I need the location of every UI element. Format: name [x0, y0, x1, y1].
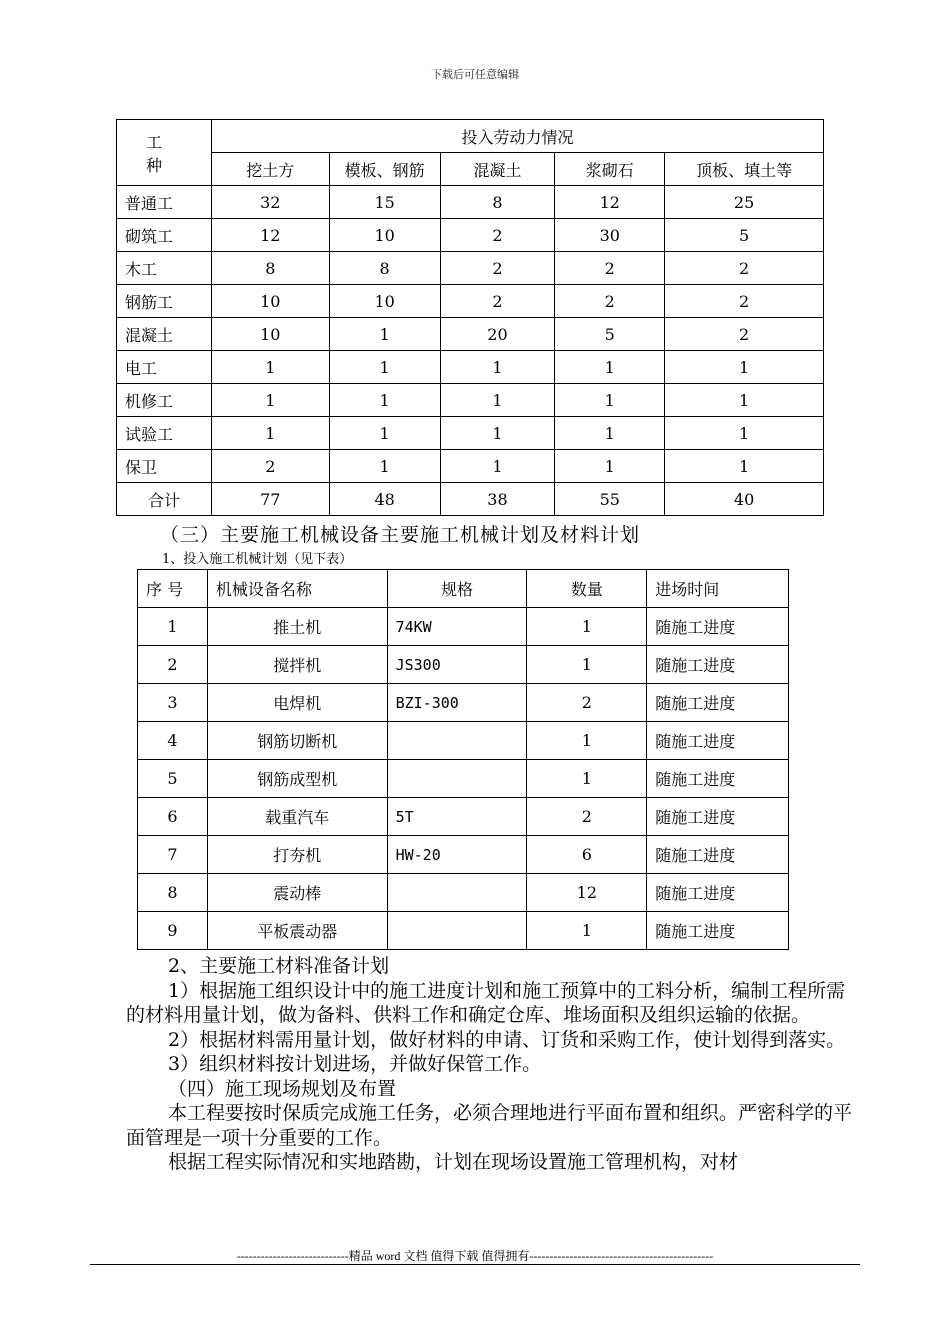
body-text: [126, 954, 860, 1175]
paragraph: 2）根据材料需用量计划，做好材料的申请、订货和采购工作，使计划得到落实。: [168, 1028, 846, 1051]
machine-cell: [387, 912, 527, 950]
labor-col-header: 模板、钢筋: [329, 153, 440, 186]
machine-cell: 随施工进度: [647, 684, 789, 722]
labor-row-label: 混凝土: [117, 318, 212, 351]
labor-cell: 77: [211, 483, 329, 516]
labor-cell: 30: [555, 219, 665, 252]
machine-row: [138, 912, 789, 950]
machine-cell: 1: [527, 760, 647, 798]
labor-row-label: 木工: [117, 252, 212, 285]
labor-cell: 1: [211, 384, 329, 417]
labor-col-header: 混凝土: [440, 153, 555, 186]
machine-cell: 搅拌机: [207, 646, 387, 684]
labor-group-header: 投入劳动力情况: [211, 120, 823, 153]
labor-col-header: 挖土方: [211, 153, 329, 186]
labor-cell: 8: [440, 186, 555, 219]
labor-row: [117, 351, 824, 384]
sub-heading: 1、投入施工机械计划（见下表）: [162, 552, 353, 567]
machine-cell: 2: [527, 798, 647, 836]
labor-cell: 2: [440, 252, 555, 285]
labor-cell: 2: [555, 285, 665, 318]
labor-cell: 1: [665, 450, 824, 483]
labor-table: [116, 119, 824, 516]
labor-row-label: 普通工: [117, 186, 212, 219]
machine-cell: 随施工进度: [647, 760, 789, 798]
labor-cell: 20: [440, 318, 555, 351]
machine-col-header: 序 号: [138, 570, 208, 608]
labor-cell: 5: [555, 318, 665, 351]
paragraph: 本工程要按时保质完成施工任务，必须合理地进行平面布置和组织。严密科学的平面管理是一项十分重要的工作。: [126, 1102, 853, 1149]
machine-cell: [387, 760, 527, 798]
labor-cell: 10: [211, 318, 329, 351]
machine-cell: 4: [138, 722, 208, 760]
machine-cell: 6: [527, 836, 647, 874]
labor-row-label: 机修工: [117, 384, 212, 417]
footer-divider: [90, 1264, 860, 1265]
machine-cell: 钢筋切断机: [207, 722, 387, 760]
labor-row-label: 合计: [117, 483, 212, 516]
labor-corner-label: 工 种: [117, 120, 212, 186]
labor-cell: 1: [329, 450, 440, 483]
machine-cell: BZI-300: [387, 684, 527, 722]
paragraph: 1）根据施工组织设计中的施工进度计划和施工预算中的工料分析，编制工程所需的材料用量计划，做为备料、供料工作和确定仓库、堆场面积及组织运输的依据。: [126, 979, 846, 1026]
labor-cell: 1: [440, 450, 555, 483]
labor-row-label: 试验工: [117, 417, 212, 450]
labor-col-header: 顶板、填土等: [665, 153, 824, 186]
labor-row: [117, 186, 824, 219]
labor-cell: 1: [665, 417, 824, 450]
labor-cell: 2: [665, 318, 824, 351]
paragraph: 3）组织材料按计划进场，并做好保管工作。: [168, 1053, 542, 1075]
labor-cell: 2: [440, 219, 555, 252]
labor-row: [117, 318, 824, 351]
machine-cell: 平板震动器: [207, 912, 387, 950]
labor-cell: 10: [329, 219, 440, 252]
paragraph: 根据工程实际情况和实地踏勘，计划在现场设置施工管理机构，对材: [168, 1151, 739, 1173]
machine-cell: 载重汽车: [207, 798, 387, 836]
machine-row: [138, 836, 789, 874]
labor-cell: 1: [329, 417, 440, 450]
machine-cell: 随施工进度: [647, 836, 789, 874]
labor-cell: 1: [555, 384, 665, 417]
machine-cell: 74KW: [387, 608, 527, 646]
machine-cell: 推土机: [207, 608, 387, 646]
labor-cell: 2: [440, 285, 555, 318]
machine-cell: 电焊机: [207, 684, 387, 722]
labor-cell: 32: [211, 186, 329, 219]
machine-cell: 随施工进度: [647, 608, 789, 646]
paragraph: 2、主要施工材料准备计划: [168, 955, 390, 977]
labor-cell: 2: [211, 450, 329, 483]
labor-row: [117, 285, 824, 318]
labor-cell: 38: [440, 483, 555, 516]
machine-cell: 8: [138, 874, 208, 912]
labor-row: [117, 417, 824, 450]
labor-row: [117, 384, 824, 417]
labor-cell: 12: [555, 186, 665, 219]
machine-cell: 钢筋成型机: [207, 760, 387, 798]
labor-col-header: 浆砌石: [555, 153, 665, 186]
labor-cell: 2: [665, 285, 824, 318]
machine-row: [138, 798, 789, 836]
labor-cell: 1: [211, 351, 329, 384]
machine-cell: 打夯机: [207, 836, 387, 874]
labor-row-label: 钢筋工: [117, 285, 212, 318]
machine-cell: 7: [138, 836, 208, 874]
labor-cell: 2: [665, 252, 824, 285]
machine-cell: 随施工进度: [647, 874, 789, 912]
labor-cell: 1: [665, 351, 824, 384]
section-heading: （三）主要施工机械设备主要施工机械计划及材料计划: [160, 524, 641, 546]
machine-row: [138, 646, 789, 684]
machine-cell: 5T: [387, 798, 527, 836]
labor-cell: 40: [665, 483, 824, 516]
labor-cell: 1: [329, 384, 440, 417]
labor-cell: 12: [211, 219, 329, 252]
labor-cell: 15: [329, 186, 440, 219]
machine-col-header: 规格: [387, 570, 527, 608]
labor-cell: 1: [665, 384, 824, 417]
labor-row: [117, 450, 824, 483]
labor-cell: 10: [329, 285, 440, 318]
machine-cell: 1: [527, 646, 647, 684]
machine-cell: 1: [527, 608, 647, 646]
machine-row: [138, 874, 789, 912]
labor-cell: 48: [329, 483, 440, 516]
labor-cell: 1: [555, 351, 665, 384]
labor-cell: 2: [555, 252, 665, 285]
labor-cell: 55: [555, 483, 665, 516]
labor-cell: 1: [555, 417, 665, 450]
machine-row: [138, 760, 789, 798]
machine-cell: 5: [138, 760, 208, 798]
labor-cell: 5: [665, 219, 824, 252]
labor-cell: 10: [211, 285, 329, 318]
machine-cell: 1: [138, 608, 208, 646]
machine-row: [138, 684, 789, 722]
machine-cell: 随施工进度: [647, 912, 789, 950]
labor-cell: 25: [665, 186, 824, 219]
labor-row: [117, 219, 824, 252]
machine-cell: 随施工进度: [647, 798, 789, 836]
machine-cell: [387, 722, 527, 760]
machine-cell: 6: [138, 798, 208, 836]
machine-row: [138, 722, 789, 760]
labor-cell: 1: [440, 417, 555, 450]
page-header-note: 下载后可任意编辑: [431, 68, 519, 81]
labor-cell: 1: [440, 384, 555, 417]
machine-cell: 随施工进度: [647, 646, 789, 684]
machine-row: [138, 608, 789, 646]
paragraph: （四）施工现场规划及布置: [168, 1077, 397, 1100]
labor-cell: 1: [440, 351, 555, 384]
labor-cell: 1: [555, 450, 665, 483]
labor-cell: 1: [329, 351, 440, 384]
machine-cell: [387, 874, 527, 912]
labor-row-label: 电工: [117, 351, 212, 384]
machine-cell: 2: [138, 646, 208, 684]
machine-cell: 1: [527, 912, 647, 950]
machine-cell: 9: [138, 912, 208, 950]
labor-cell: 1: [329, 318, 440, 351]
labor-cell: 1: [211, 417, 329, 450]
machine-col-header: 数量: [527, 570, 647, 608]
labor-total-row: [117, 483, 824, 516]
machine-col-header: 进场时间: [647, 570, 789, 608]
labor-cell: 8: [211, 252, 329, 285]
machine-cell: HW-20: [387, 836, 527, 874]
labor-row-label: 砌筑工: [117, 219, 212, 252]
machine-cell: JS300: [387, 646, 527, 684]
page-footer: ----------------------------精品 word 文档 值得下载 值得拥有----------------------------------------------: [236, 1249, 714, 1263]
machine-cell: 随施工进度: [647, 722, 789, 760]
machine-cell: 12: [527, 874, 647, 912]
labor-cell: 8: [329, 252, 440, 285]
machine-col-header: 机械设备名称: [207, 570, 387, 608]
machine-cell: 2: [527, 684, 647, 722]
machine-table: [137, 569, 789, 950]
machine-cell: 1: [527, 722, 647, 760]
machine-cell: 3: [138, 684, 208, 722]
labor-row-label: 保卫: [117, 450, 212, 483]
labor-row: [117, 252, 824, 285]
machine-cell: 震动棒: [207, 874, 387, 912]
